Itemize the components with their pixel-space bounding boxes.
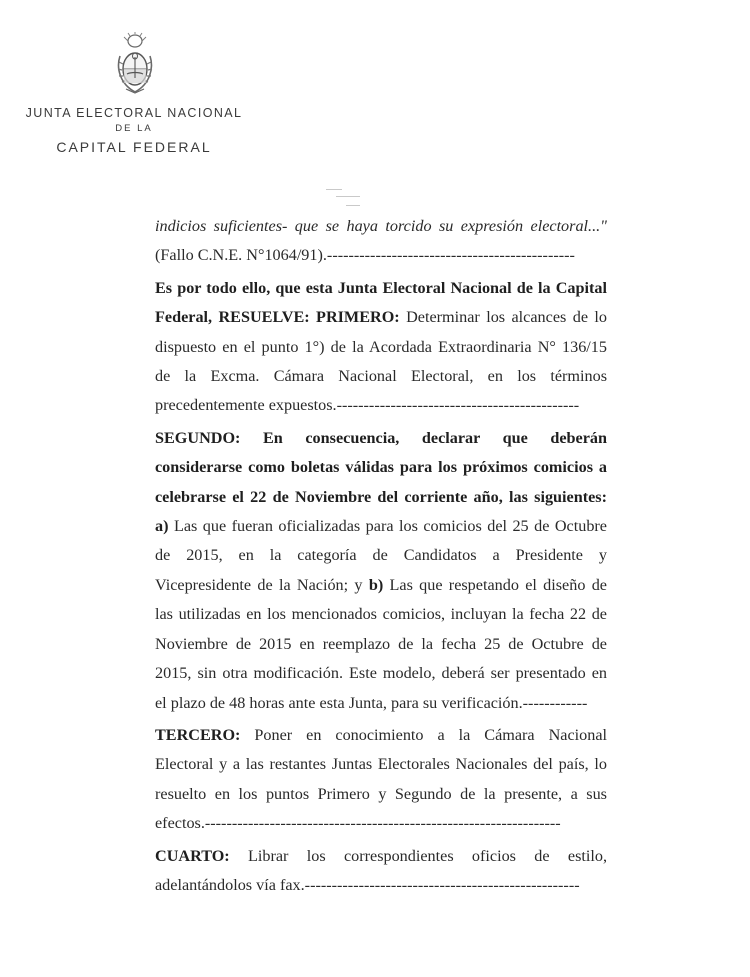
org-name-line2: DE LA <box>115 123 153 134</box>
paragraph-segundo-line: de 2015, en la categoría de Candidatos a Presidente y <box>155 546 607 565</box>
paragraph-primero-line: dispuesto en el punto 1°) de la Acordada Extraordinaria N° 136/15 <box>155 337 607 356</box>
org-name-line1: JUNTA ELECTORAL NACIONAL <box>25 106 243 120</box>
primero-heading: Federal, RESUELVE: PRIMERO: <box>155 308 400 327</box>
segundo-heading: SEGUNDO: En consecuencia, declarar que deberán <box>155 428 607 447</box>
quote-line: indicios suficientes- que se haya torcido su expresión electoral..." <box>155 217 607 235</box>
paragraph-tercero-line: TERCERO: Poner en conocimiento a la Cámara Nacional <box>155 725 607 744</box>
letterhead <box>0 104 268 159</box>
resolution-lead: Es por todo ello, que esta Junta Electoral Nacional de la Capital <box>155 278 607 297</box>
cuarto-heading: CUARTO: <box>155 846 230 865</box>
paragraph-segundo-line: Vicepresidente de la Nación; y b) Las que respetando el diseño de <box>155 575 607 594</box>
paragraph-segundo-line: Noviembre de 2015 en reemplazo de la fecha 25 de Octubre de <box>155 634 607 653</box>
paragraph-primero-line: Federal, RESUELVE: PRIMERO: Determinar los alcances de lo <box>155 308 607 327</box>
paragraph-tercero-line: efectos.------------------------------------------------------------------ <box>155 814 561 833</box>
paragraph-primero-line: de la Excma. Cámara Nacional Electoral, en los términos <box>155 367 607 386</box>
scan-mark <box>336 196 360 197</box>
paragraph-cuarto-line: adelantándolos vía fax.--------------------------------------------------- <box>155 875 580 894</box>
tercero-heading: TERCERO: <box>155 725 241 744</box>
paragraph-cuarto-line: CUARTO: Librar los correspondientes oficios de estilo, <box>155 846 607 865</box>
paragraph-segundo-line <box>155 424 607 453</box>
paragraph-segundo-line: celebrarse el 22 de Noviembre del corriente año, las siguientes: <box>155 487 607 506</box>
paragraph-segundo-line: las utilizadas en los mencionados comicios, incluyan la fecha 22 de <box>155 605 607 624</box>
paragraph-tercero-line: resuelto en los puntos Primero y Segundo de la presente, a sus <box>155 784 607 803</box>
org-name-line3: CAPITAL FEDERAL <box>56 139 212 155</box>
paragraph-segundo-line: el plazo de 48 horas ante esta Junta, para su verificación.------------ <box>155 693 588 712</box>
paragraph-primero-line <box>155 274 607 303</box>
scan-mark <box>326 189 342 190</box>
paragraph-tercero-line: Electoral y a las restantes Juntas Electorales Nacionales del país, lo <box>155 755 607 774</box>
coat-of-arms-icon <box>112 32 158 96</box>
resolution-body <box>155 212 607 900</box>
paragraph-segundo-line: a) Las que fueran oficializadas para los comicios del 25 de Octubre <box>155 517 607 536</box>
quote-citation: (Fallo C.N.E. N°1064/91).---------------------------------------------- <box>155 246 575 265</box>
paragraph-primero-line: precedentemente expuestos.--------------------------------------------- <box>155 396 580 415</box>
scan-mark <box>346 205 360 206</box>
paragraph-segundo-line: considerarse como boletas válidas para los próximos comicios a <box>155 458 607 477</box>
paragraph-segundo-line: 2015, sin otra modificación. Este modelo, deberá ser presentado en <box>155 664 607 683</box>
